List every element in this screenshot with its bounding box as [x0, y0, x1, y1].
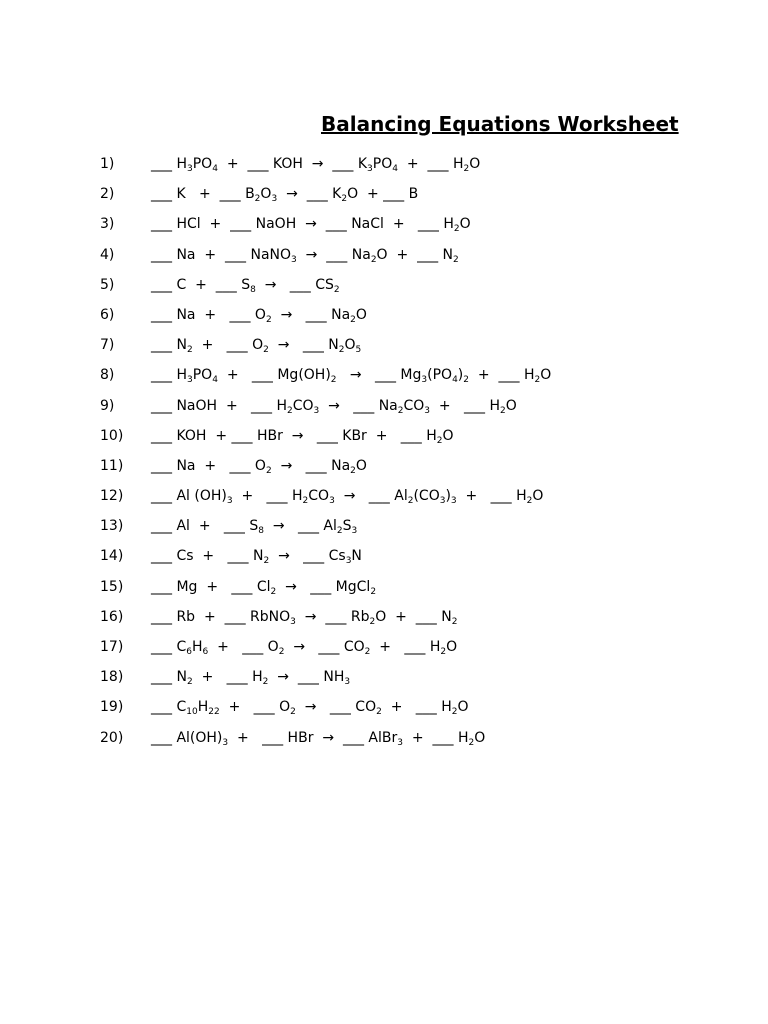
equation-text: ___ Mg + ___ $Cl_2$ → ___ MgCl$_2$ — [151, 578, 377, 597]
equation-number: 17) — [100, 639, 124, 655]
equation-number: 1) — [100, 156, 115, 172]
equation-row — [0, 665, 768, 695]
equation-row — [0, 575, 768, 605]
equation-number: 15) — [100, 578, 124, 595]
equation-number: 2) — [100, 186, 115, 203]
equation-number: 16) — [100, 608, 124, 625]
equation-row — [0, 726, 768, 756]
equation-row — [0, 182, 768, 212]
equation-row — [0, 212, 768, 242]
equation-text: ___ $Al(OH)_3$ + ___ HBr → ___ AlBr$_3$ + ___ $H_2O$ — [151, 729, 486, 748]
equation-number: 14) — [100, 548, 124, 565]
equation-text: ___ C + ___ $S_8$ → ___ $CS_2$ — [151, 276, 340, 295]
equation-text: ___ K + ___ $B_2O_3$ → ___ $K_2O$ + ___ B — [151, 186, 419, 205]
equation-text: ___ $H_3PO_4$ + ___ $Mg(OH)_2$ → ___ $Mg_3(PO_4)_2$ + ___ $H_2O$ — [151, 367, 552, 386]
equation-number: 5) — [100, 276, 115, 293]
equation-row — [0, 303, 768, 333]
equation-row — [0, 454, 768, 484]
equation-number: 11) — [100, 457, 124, 474]
equation-row — [0, 363, 768, 393]
equation-row — [0, 605, 768, 635]
equation-row — [0, 484, 768, 514]
equation-text: ___ $C_{10}H_{22}$ + ___ $O_2$ → ___ $CO_2$ + ___ $H_2O$ — [151, 699, 469, 718]
equation-number: 6) — [100, 306, 115, 323]
equation-text: ___ $C_6H_6$ + ___ $O_2$ → ___ $CO_2$ + ___ $H_2O$ — [151, 639, 458, 657]
equation-number: 19) — [100, 699, 124, 716]
equation-row — [0, 243, 768, 273]
equation-text: ___ NaOH + ___ $H_2CO_3$ → ___ $Na_2CO_3$ + ___ $H_2O$ — [151, 397, 517, 416]
equation-row — [0, 152, 768, 182]
equation-text: ___ Na + ___ $O_2$ → ___ $Na_2O$ — [151, 457, 367, 476]
equation-text: ___ Al $(OH)_3$ + ___ $H_2CO_3$ → ___ $Al_2(CO_3)_3$ + ___ $H_2O$ — [151, 488, 544, 507]
equation-row — [0, 635, 768, 665]
equation-row — [0, 695, 768, 725]
equation-number: 9) — [100, 397, 115, 414]
equation-number: 20) — [100, 729, 124, 746]
equation-text: ___ $N_2$ + ___ $H_2$ → ___ $NH_3$ — [151, 669, 351, 688]
equation-number: 12) — [100, 488, 124, 505]
equation-row — [0, 514, 768, 544]
equation-text: ___ HCl + ___ NaOH → ___ NaCl + ___ $H_2O$ — [151, 216, 471, 235]
equation-number: 4) — [100, 246, 115, 263]
equation-text: ___ KOH + ___ HBr → ___ KBr + ___ $H_2O$ — [151, 427, 454, 446]
equation-number: 8) — [100, 367, 115, 384]
equation-text: ___ Na + ___ NaNO$_3$ → ___ $Na_2O$ + ___ $N_2$ — [151, 246, 459, 265]
equation-text: ___ Na + ___ $O_2$ → ___ $Na_2O$ — [151, 306, 367, 325]
equation-number: 10) — [100, 427, 124, 444]
equation-text: ___ $H_3PO_4$ + ___ KOH → ___ $K_3PO_4$ + ___ $H_2O$ — [151, 156, 481, 174]
equation-text: ___ $N_2$ + ___ $O_2$ → ___ $N_2O_5$ — [151, 337, 362, 356]
worksheet-title: Balancing Equations Worksheet — [321, 112, 679, 136]
equation-text: ___ Al + ___ $S_8$ → ___ $Al_2S_3$ — [151, 518, 358, 537]
equation-text: ___ Rb + ___ RbNO$_3$ → ___ $Rb_2O$ + ___ $N_2$ — [151, 608, 458, 627]
equation-text: ___ Cs + ___ $N_2$ → ___ $Cs_3N$ — [151, 548, 362, 567]
equation-row — [0, 424, 768, 454]
equation-number: 18) — [100, 669, 124, 686]
equation-row — [0, 394, 768, 424]
equation-row — [0, 273, 768, 303]
equation-number: 7) — [100, 337, 115, 354]
equation-row — [0, 333, 768, 363]
equation-number: 13) — [100, 518, 124, 535]
equation-number: 3) — [100, 216, 115, 233]
equation-row — [0, 544, 768, 574]
equation-list — [0, 152, 768, 756]
